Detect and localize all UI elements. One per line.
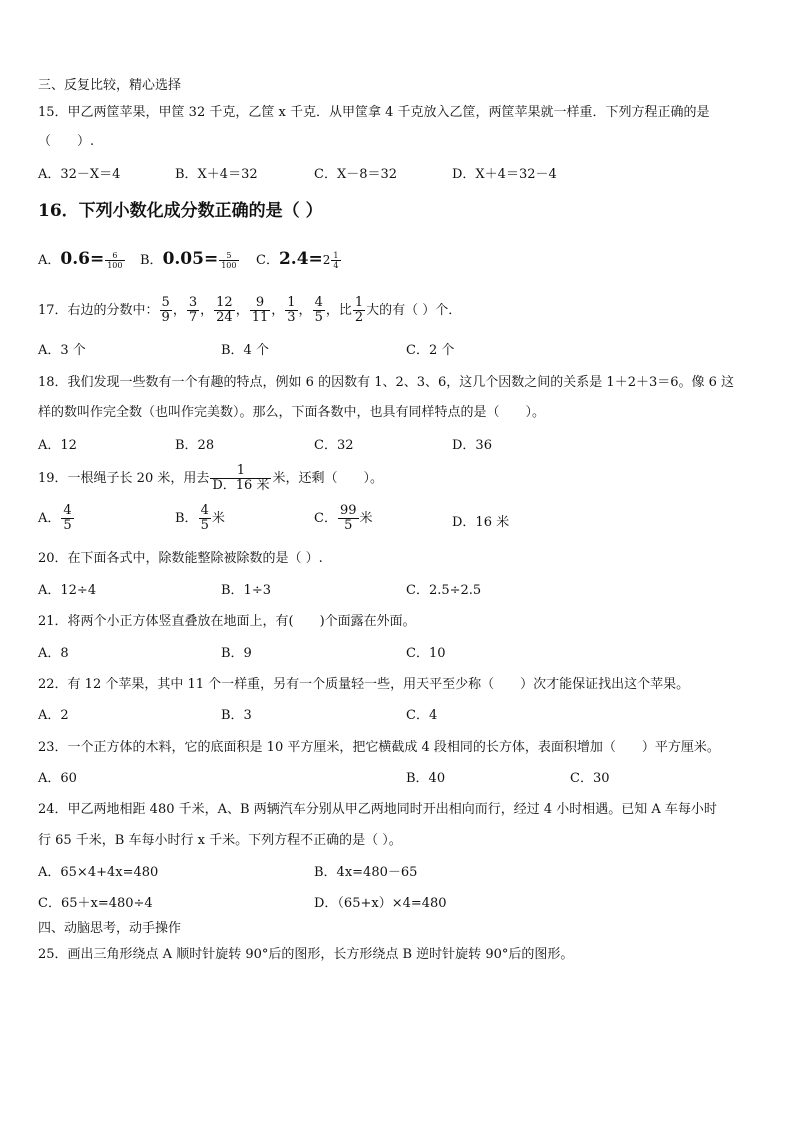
- q16-option-a[interactable]: [38, 250, 126, 270]
- q17-fraction-1: $\frac{5}{9}$: [161, 295, 170, 325]
- q16-a-fraction: $\frac{6}{100}$: [107, 251, 123, 270]
- q22-option-a[interactable]: A．2: [38, 708, 69, 723]
- question-20-text: 20．在下面各式中，除数能整除被除数的是（ ）.: [38, 551, 323, 566]
- question-16-text: 16．下列小数化成分数正确的是（ ）: [38, 201, 323, 221]
- q24-option-c[interactable]: C．65＋x=480÷4: [38, 896, 153, 911]
- section-3-heading: 三、反复比较，精心选择: [38, 78, 182, 93]
- q18-option-c[interactable]: C．32: [314, 438, 354, 453]
- q17-fraction-3: $\frac{12}{24}$: [216, 295, 233, 325]
- q19-option-d[interactable]: D．16 米: [452, 515, 510, 530]
- q16-b-decimal: 0.05=: [162, 249, 219, 269]
- q23-option-c[interactable]: C．30: [570, 771, 610, 786]
- q17-option-a[interactable]: A．3 个: [38, 343, 86, 358]
- q17-fraction-4: $\frac{9}{11}$: [251, 295, 269, 325]
- question-15-text: 15．甲乙两筐苹果，甲筐 32 千克，乙筐 x 千克．从甲筐拿 4 千克放入乙筐，两筐苹果就一样重．下列方程正确的是: [38, 105, 710, 120]
- q17-comma: ，: [298, 303, 312, 318]
- q24-option-d[interactable]: D．（65+x）×4=480: [314, 896, 447, 911]
- question-19-text: 19．一根绳子长 20 米，用去 $\frac{1}{\text{D．16 米}}$ 米，还剩（ ）。: [38, 463, 383, 493]
- q18-option-a[interactable]: A．12: [38, 438, 77, 453]
- q15-option-a[interactable]: A．32－X＝4: [38, 167, 121, 182]
- q21-option-b[interactable]: B．9: [221, 646, 252, 661]
- q17-comma: ，: [200, 303, 214, 318]
- q16-option-c[interactable]: [256, 250, 342, 270]
- q20-option-a[interactable]: A．12÷4: [38, 583, 97, 598]
- q19-option-b[interactable]: B． $\frac{4}{5}$ 米: [175, 503, 225, 533]
- q16-c-whole: 2: [322, 253, 331, 267]
- q18-option-b[interactable]: B．28: [175, 438, 215, 453]
- q16-b-label: B．: [140, 253, 163, 268]
- question-22-text: 22．有 12 个苹果，其中 11 个一样重，另有一个质量轻一些，用天平至少称（ ）次才能保证找出这个苹果。: [38, 677, 690, 692]
- q23-option-b[interactable]: B．40: [406, 771, 446, 786]
- q17-comma: ，: [235, 303, 249, 318]
- q17-comma: ，: [271, 303, 285, 318]
- q16-b-fraction: $\frac{5}{100}$: [221, 251, 237, 270]
- q21-option-c[interactable]: C．10: [406, 646, 446, 661]
- q16-c-fraction: $\frac{1}{4}$: [333, 251, 339, 270]
- q22-option-c[interactable]: C．4: [406, 708, 438, 723]
- q24-option-b[interactable]: B．4x=480－65: [314, 865, 418, 880]
- q17-fraction-2: $\frac{3}{7}$: [188, 295, 198, 325]
- q16-a-label: A．: [38, 253, 61, 268]
- q17-fraction-list: [159, 295, 326, 325]
- question-21-text: 21．将两个小正方体竖直叠放在地面上，有( )个面露在外面。: [38, 614, 416, 629]
- q16-option-b[interactable]: [140, 250, 240, 270]
- question-15-blank: （ ）.: [38, 134, 95, 149]
- q19-a-fraction: $\frac{4}{5}$: [63, 503, 72, 533]
- question-18-text-1: 18．我们发现一些数有一个有趣的特点，例如 6 的因数有 1、2、3、6，这几个因数之间的关系是 1＋2＋3＝6。像 6 这: [38, 375, 735, 390]
- q19-fraction: $\frac{1}{\text{D．16 米}}$: [212, 463, 270, 493]
- question-18-text-2: 样的数叫作完全数（也叫作完美数）。那么，下面各数中，也具有同样特点的是（ ）。: [38, 405, 546, 420]
- q16-a-decimal: 0.6=: [60, 249, 105, 269]
- q17-half-fraction: $\frac{1}{2}$: [354, 295, 364, 325]
- q17-comma: ，: [172, 303, 186, 318]
- q19-c-fraction: $\frac{99}{5}$: [339, 503, 357, 533]
- question-25-text: 25．画出三角形绕点 A 顺时针旋转 90°后的图形，长方形绕点 B 逆时针旋转 90°后的图形。: [38, 947, 574, 962]
- question-17-text: 17．右边的分数中： $\frac{5}{9}$ ， $\frac{3}{7}$ ， $\frac{12}{24}$ ， $\frac{9}{11}$ ， $\frac{1}{3}$ ， $\frac{4}{5}$ ，比 $\frac{1}{2}$ 大的有（ ）个．: [38, 295, 462, 325]
- q20-option-c[interactable]: C．2.5÷2.5: [406, 583, 482, 598]
- q15-option-c[interactable]: C．X－8＝32: [314, 167, 398, 182]
- q17-fraction-6: $\frac{4}{5}$: [314, 295, 323, 325]
- q19-option-c[interactable]: C． $\frac{99}{5}$ 米: [314, 503, 373, 533]
- q17-option-c[interactable]: C．2 个: [406, 343, 455, 358]
- q19-b-fraction: $\frac{4}{5}$: [200, 503, 209, 533]
- q16-c-decimal: 2.4=: [278, 249, 323, 269]
- q17-fraction-5: $\frac{1}{3}$: [287, 295, 296, 325]
- q17-option-b[interactable]: B．4 个: [221, 343, 269, 358]
- q23-option-a[interactable]: A．60: [38, 771, 77, 786]
- q15-option-b[interactable]: B．X＋4＝32: [175, 167, 258, 182]
- q19-option-a[interactable]: A． $\frac{4}{5}$: [38, 503, 72, 533]
- q20-option-b[interactable]: B．1÷3: [221, 583, 271, 598]
- section-4-heading: 四、动脑思考，动手操作: [38, 921, 182, 936]
- q15-option-d[interactable]: D．X＋4＝32－4: [452, 167, 557, 182]
- question-24-text-2: 行 65 千米，B 车每小时行 x 千米。下列方程不正确的是（ ）。: [38, 833, 402, 848]
- q24-option-a[interactable]: A．65×4+4x=480: [38, 865, 159, 880]
- q21-option-a[interactable]: A．8: [38, 646, 69, 661]
- q16-c-label: C．: [256, 253, 279, 268]
- question-23-text: 23．一个正方体的木料，它的底面积是 10 平方厘米，把它横截成 4 段相同的长方体，表面积增加（ ）平方厘米。: [38, 740, 720, 755]
- question-24-text-1: 24．甲乙两地相距 480 千米，A、B 两辆汽车分别从甲乙两地同时开出相向而行，经过 4 小时相遇。已知 A 车每小时: [38, 802, 717, 817]
- q22-option-b[interactable]: B．3: [221, 708, 252, 723]
- q18-option-d[interactable]: D．36: [452, 438, 492, 453]
